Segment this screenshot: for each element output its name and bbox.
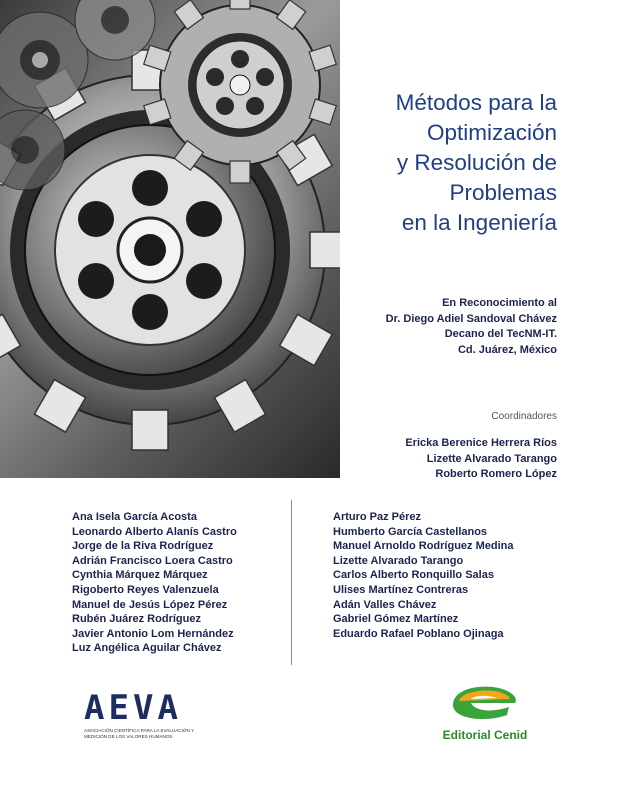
cover-gear-image [0, 0, 340, 478]
book-title [297, 88, 557, 238]
author-name: Ana Isela García Acosta [72, 511, 197, 523]
title-line: en la Ingeniería [401, 210, 557, 235]
aeva-subtitle-line: MEDICIÓN DE LOS VALORES HUMANOS [84, 734, 173, 739]
author-name: Rubén Juárez Rodríguez [72, 613, 201, 626]
recognition-block [277, 296, 557, 358]
coordinators-label: Coordinadores [491, 411, 557, 422]
aeva-logo [84, 690, 214, 740]
editorial-cenid-logo [440, 685, 530, 742]
aeva-subtitle-line: ASOCIACIÓN CIENTÍFICA PARA LA EVALUACIÓN Y [84, 728, 195, 733]
aeva-logo-subtitle [84, 728, 214, 740]
recognition-line: Decano del TecNM-IT. [444, 328, 557, 340]
recognition-line: En Reconocimiento al [442, 297, 557, 309]
author-name: Cynthia Márquez Márquez [72, 569, 208, 582]
recognition-line: Dr. Diego Adiel Sandoval Chávez [385, 312, 557, 325]
aeva-letter: A [84, 688, 105, 728]
author-name: Manuel Arnoldo Rodríguez Medina [333, 540, 514, 553]
author-name: Humberto García Castellanos [333, 525, 488, 538]
coordinators-list [277, 436, 557, 483]
recognition-line: Cd. Juárez, México [457, 343, 557, 356]
cenid-name: Editorial Cenid [442, 728, 528, 742]
author-name: Leonardo Alberto Alanís Castro [72, 525, 237, 538]
column-divider [291, 500, 292, 665]
authors-left-column [72, 510, 237, 656]
author-name: Manuel de Jesús López Pérez [72, 598, 228, 611]
aeva-logo-wordmark [84, 690, 214, 726]
author-name: Carlos Alberto Ronquillo Salas [333, 569, 494, 582]
author-name: Rigoberto Reyes Valenzuela [72, 583, 219, 596]
aeva-letter: V [132, 688, 154, 728]
aeva-letter: A [157, 688, 178, 728]
author-name: Gabriel Gómez Martínez [333, 613, 459, 626]
author-name: Jorge de la Riva Rodríguez [72, 540, 214, 553]
title-line: Métodos para la [395, 90, 557, 115]
coordinator-name: Roberto Romero López [435, 468, 557, 480]
author-name: Lizette Alvarado Tarango [333, 554, 464, 567]
aeva-letter: E [108, 688, 129, 728]
coordinator-name: Ericka Berenice Herrera Ríos [405, 437, 557, 449]
author-name: Javier Antonio Lom Hernández [72, 627, 234, 640]
title-line: Problemas [449, 180, 557, 205]
gears-illustration [0, 0, 340, 478]
title-line: y Resolución de [396, 150, 557, 175]
author-name: Arturo Paz Pérez [333, 511, 422, 523]
author-name: Adrián Francisco Loera Castro [72, 554, 233, 567]
coordinator-name: Lizette Alvarado Tarango [426, 452, 557, 465]
authors-right-column [333, 510, 513, 641]
author-name: Luz Angélica Aguilar Chávez [72, 642, 222, 655]
cenid-e-icon [449, 685, 521, 721]
title-line: Optimización [426, 120, 557, 145]
author-name: Eduardo Rafael Poblano Ojinaga [333, 627, 504, 640]
author-name: Ulises Martínez Contreras [333, 583, 469, 596]
author-name: Adán Valles Chávez [333, 598, 437, 611]
